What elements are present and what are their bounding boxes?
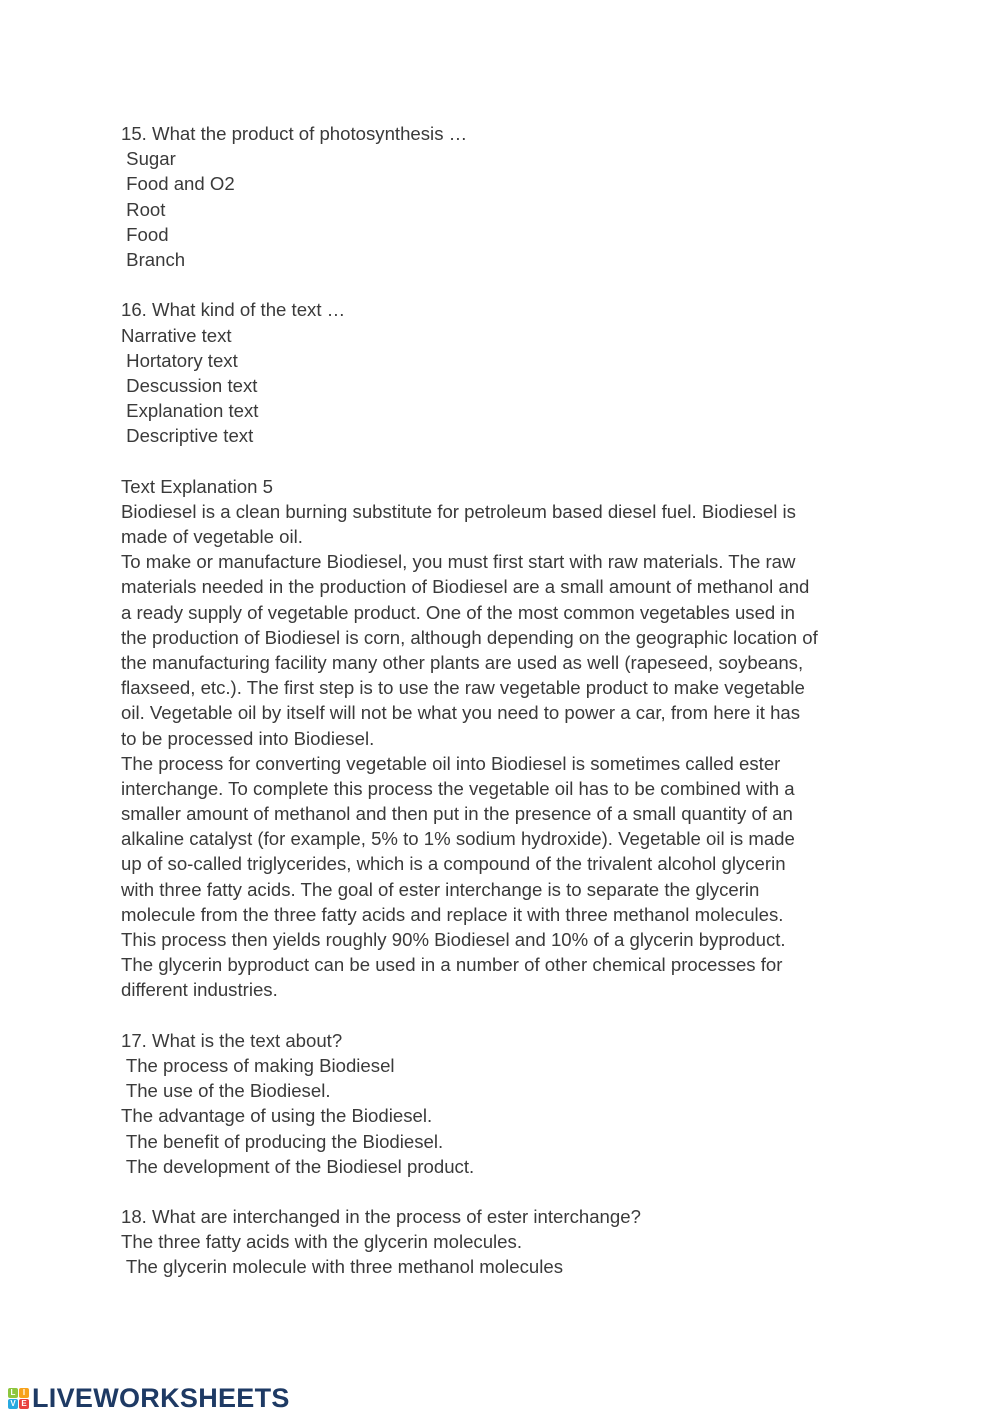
text-line: 18. What are interchanged in the process of ester interchange? [121, 1206, 641, 1228]
text-line: The development of the Biodiesel product. [121, 1155, 475, 1177]
logo-block: I [19, 1388, 29, 1398]
text-line: The process of making Biodiesel [121, 1054, 395, 1076]
logo-block: E [19, 1399, 29, 1409]
liveworksheets-logo [8, 1383, 290, 1414]
text-line: The process for converting vegetable oil into Biodiesel is sometimes called ester [121, 752, 781, 774]
blank-line [121, 1179, 901, 1204]
text-line: Food and O2 [121, 173, 235, 195]
worksheet-text [121, 121, 901, 1280]
text-line: The benefit of producing the Biodiesel. [121, 1130, 444, 1152]
text-line: materials needed in the production of Biodiesel are a small amount of methanol and [121, 576, 810, 598]
text-line: The advantage of using the Biodiesel. [121, 1105, 433, 1127]
text-line: alkaline catalyst (for example, 5% to 1% sodium hydroxide). Vegetable oil is made [121, 828, 795, 850]
text-line: Food [121, 223, 169, 245]
text-line: oil. Vegetable oil by itself will not be what you need to power a car, from here it has [121, 702, 801, 724]
text-line: Branch [121, 248, 186, 270]
logo-block: V [8, 1399, 18, 1409]
text-line: different industries. [121, 979, 278, 1001]
text-line: The glycerin molecule with three methanol molecules [121, 1256, 563, 1278]
text-line: Root [121, 198, 166, 220]
text-line: Narrative text [121, 324, 232, 346]
text-line: Descussion text [121, 374, 258, 396]
text-line: This process then yields roughly 90% Biodiesel and 10% of a glycerin byproduct. [121, 929, 786, 950]
logo-blocks-icon [8, 1388, 29, 1409]
blank-line [121, 1003, 901, 1028]
blank-line [121, 272, 901, 297]
text-line: with three fatty acids. The goal of ester interchange is to separate the glycerin [121, 878, 760, 900]
text-line: up of so-called triglycerides, which is a compound of the trivalent alcohol glycerin [121, 853, 786, 875]
text-line: smaller amount of methanol and then put in the presence of a small quantity of an [121, 803, 793, 825]
text-line: 17. What is the text about? [121, 1029, 343, 1051]
text-line: to be processed into Biodiesel. [121, 727, 375, 749]
text-line: 16. What kind of the text … [121, 299, 346, 321]
text-line: molecule from the three fatty acids and replace it with three methanol molecules. [121, 903, 784, 925]
text-line: Explanation text [121, 400, 259, 422]
text-line: 15. What the product of photosynthesis … [121, 123, 468, 144]
text-line: Hortatory text [121, 349, 238, 371]
text-line: flaxseed, etc.). The first step is to use the raw vegetable product to make vegetable [121, 677, 805, 699]
text-line: To make or manufacture Biodiesel, you must first start with raw materials. The raw [121, 551, 796, 573]
text-line: a ready supply of vegetable product. One of the most common vegetables used in [121, 601, 795, 623]
text-line: the production of Biodiesel is corn, although depending on the geographic location of [121, 626, 818, 648]
text-line: Descriptive text [121, 425, 254, 447]
text-line: Sugar [121, 148, 176, 170]
text-line: Text Explanation 5 [121, 475, 273, 497]
logo-text: LIVEWORKSHEETS [32, 1383, 290, 1413]
text-line: made of vegetable oil. [121, 526, 303, 547]
text-line: The three fatty acids with the glycerin molecules. [121, 1231, 522, 1253]
logo-block: L [8, 1388, 18, 1398]
text-line: The use of the Biodiesel. [121, 1080, 331, 1102]
text-line: The glycerin byproduct can be used in a number of other chemical processes for [121, 954, 783, 976]
text-line: Biodiesel is a clean burning substitute for petroleum based diesel fuel. Biodiesel is [121, 500, 796, 522]
text-line: interchange. To complete this process the vegetable oil has to be combined with a [121, 777, 795, 799]
blank-line [121, 448, 901, 473]
text-line: the manufacturing facility many other plants are used as well (rapeseed, soybeans, [121, 651, 804, 673]
